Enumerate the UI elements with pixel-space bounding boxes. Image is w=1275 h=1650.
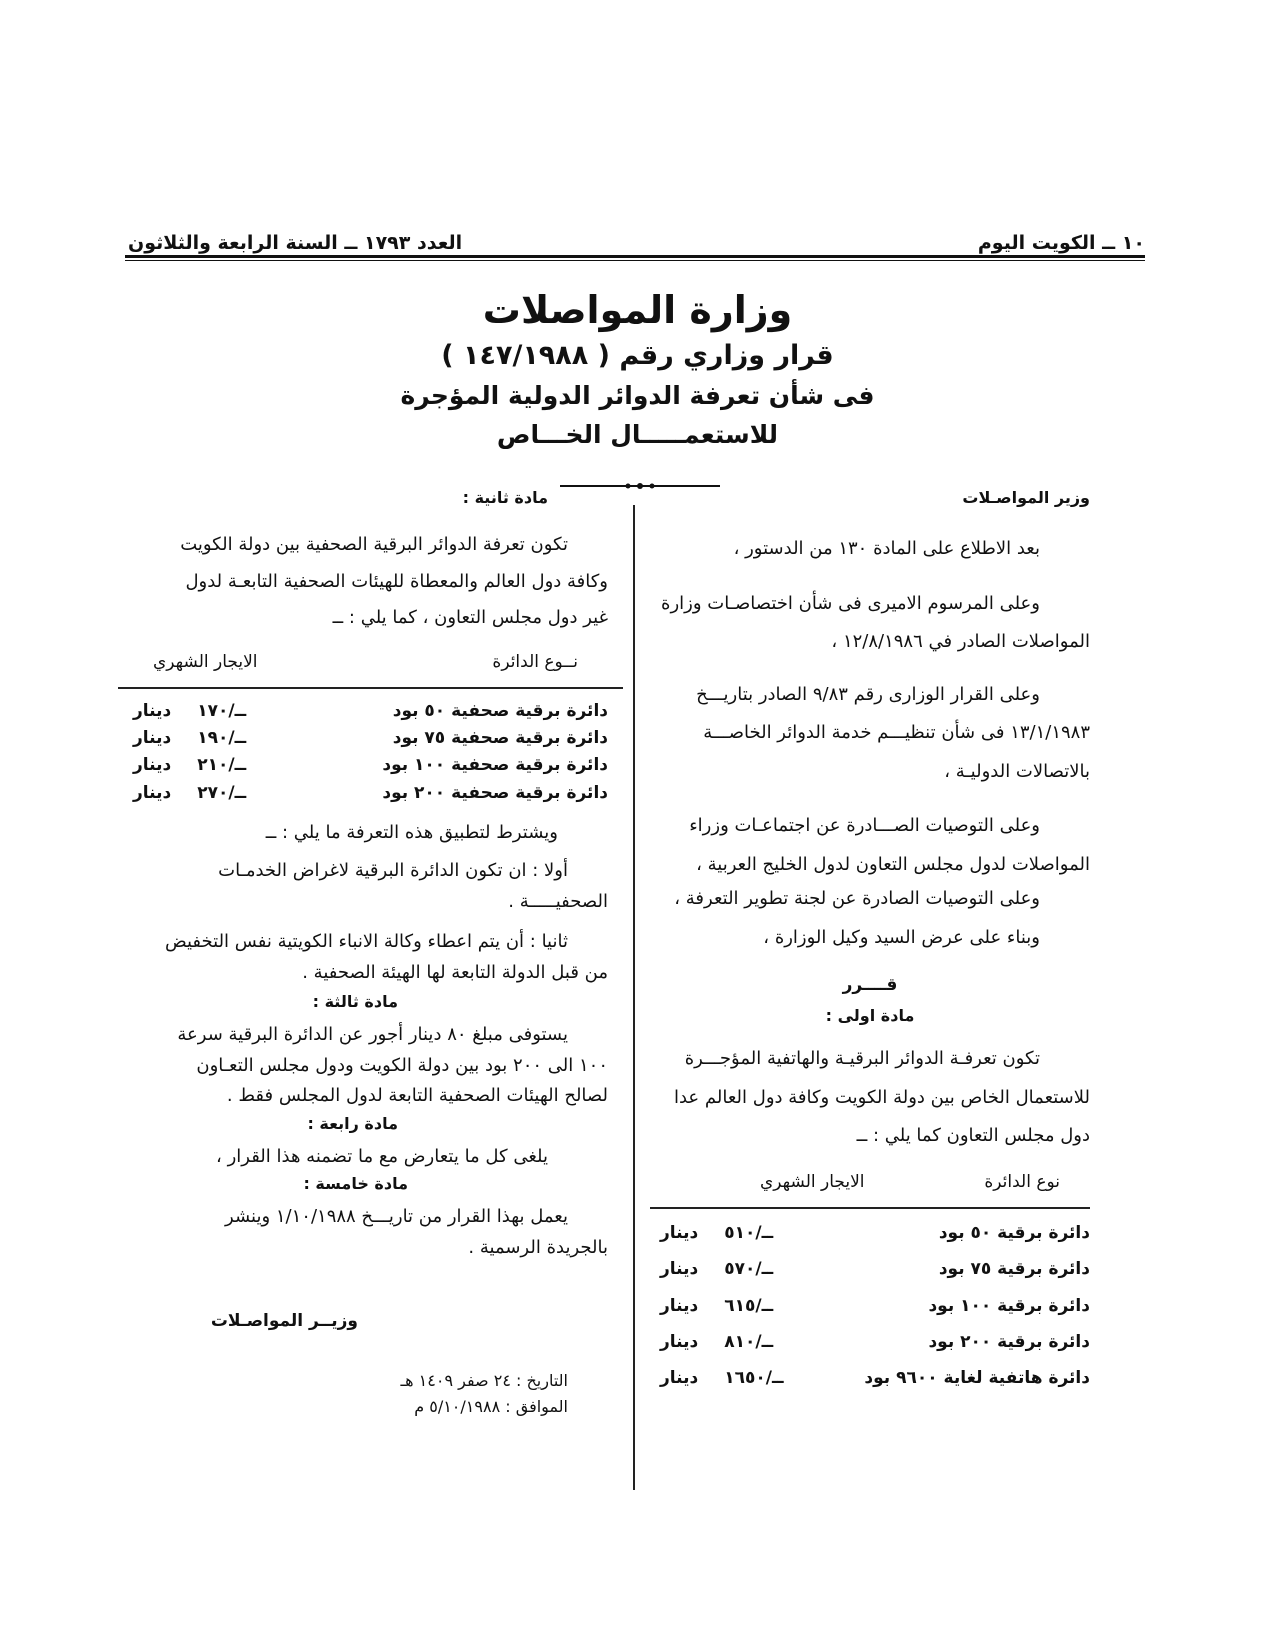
table-row: [650, 1368, 1090, 1389]
date-gregorian: الموافق : ٥/١٠/١٩٨٨ م: [414, 1396, 568, 1416]
article-3-line-c: لصالح الهيئات الصحفية التابعة لدول المجلس فقط .: [226, 1085, 608, 1107]
preamble-5: وعلى التوصيات الصادرة عن لجنة تطوير التعرفة ،: [674, 888, 1040, 909]
date-hijri: التاريخ : ٢٤ صفر ١٤٠٩ هـ: [400, 1370, 568, 1390]
rent-currency: دينار: [660, 1259, 699, 1280]
table-row: [650, 1223, 1090, 1244]
monthly-rent: [133, 783, 246, 804]
decides-heading: قــــرر: [842, 975, 898, 995]
rent-currency: دينار: [660, 1368, 699, 1388]
table-row: [650, 1332, 1090, 1353]
rent-amount: ــ/١٧٠: [197, 700, 247, 721]
monthly-rent: [660, 1296, 773, 1317]
tariff-table-2-header: [133, 652, 608, 673]
column-divider: [633, 505, 635, 1490]
preamble-3c: بالاتصالات الدوليـة ،: [944, 760, 1090, 782]
circuit-type: دائرة برقية صحفية ٥٠ بود: [392, 700, 608, 721]
article-3-line-a: يستوفى مبلغ ٨٠ دينار أجور عن الدائرة البرقية سرعة: [177, 1024, 568, 1046]
decision-title: قرار وزاري رقم ( ١٤٧/١٩٨٨ ): [441, 340, 834, 371]
col-monthly-rent: الايجار الشهري: [153, 651, 258, 672]
circuit-type: دائرة برقية صحفية ١٠٠ بود: [382, 755, 608, 776]
article-2-line-b: وكافة دول العالم والمعطاة للهيئات الصحفية التابعـة لدول: [185, 570, 608, 592]
table-row: [650, 1259, 1090, 1280]
preamble-1: بعد الاطلاع على المادة ١٣٠ من الدستور ،: [733, 538, 1040, 559]
preamble-6: وبناء على عرض السيد وكيل الوزارة ،: [763, 926, 1040, 948]
condition-2-line-b: من قبل الدولة التابعة لها الهيئة الصحفية .: [302, 961, 608, 983]
article-1-line-a: تكون تعرفـة الدوائر البرقيـة والهاتفية المؤجـــرة: [684, 1048, 1040, 1070]
tariff-table-2-rule: [118, 687, 623, 689]
preamble-2a: وعلى المرسوم الاميرى فى شأن اختصاصـات وزارة: [661, 592, 1040, 614]
preamble-4b: المواصلات لدول مجلس التعاون لدول الخليج العربية ،: [696, 853, 1090, 875]
circuit-type: دائرة برقية ٥٠ بود: [938, 1223, 1090, 1243]
article-4-heading: مادة رابعة :: [307, 1113, 398, 1133]
article-3-line-b: ١٠٠ الى ٢٠٠ بود بين دولة الكويت ودول مجلس التعـاون: [196, 1054, 608, 1076]
circuit-type: دائرة هاتفية لغاية ٩٦٠٠ بود: [864, 1368, 1090, 1388]
preamble-3b: ١٣/١/١٩٨٣ فى شأن تنظيـــم خدمة الدوائر الخاصـــة: [703, 722, 1090, 743]
article-2-heading: مادة ثانية :: [462, 488, 548, 507]
article-3-heading: مادة ثالثة :: [312, 992, 398, 1012]
article-5-line-a: يعمل بهذا القرار من تاريـــخ ١/١٠/١٩٨٨ وينشر: [225, 1206, 568, 1228]
rent-currency: دينار: [133, 755, 172, 776]
tariff-table-1-rule: [650, 1207, 1090, 1209]
rent-currency: دينار: [133, 728, 172, 748]
article-2-line-a: تكون تعرفة الدوائر البرقية الصحفية بين دولة الكويت: [180, 534, 568, 555]
rent-amount: ــ/٥١٠: [724, 1223, 774, 1243]
table-row: [133, 755, 608, 776]
article-5-line-b: بالجريدة الرسمية .: [468, 1236, 608, 1258]
tariff-table-1-header: [650, 1172, 1090, 1193]
rent-amount: ــ/١٩٠: [197, 728, 247, 748]
table-row: [133, 783, 608, 804]
conditions-intro: ويشترط لتطبيق هذه التعرفة ما يلي : ــ: [265, 821, 558, 843]
monthly-rent: [660, 1259, 773, 1280]
right-column: [650, 488, 1090, 1404]
monthly-rent: [660, 1223, 773, 1244]
subject-line-1: فى شأن تعرفة الدوائر الدولية المؤجرة: [400, 381, 875, 410]
preamble-3a: وعلى القرار الوزارى رقم ٩/٨٣ الصادر بتاريـــخ: [696, 683, 1040, 705]
circuit-type: دائرة برقية ٧٥ بود: [938, 1259, 1090, 1280]
preamble-4a: وعلى التوصيات الصـــادرة عن اجتماعـات وزراء: [689, 815, 1040, 836]
monthly-rent: [133, 701, 246, 722]
page-header-left: العدد ١٧٩٣ ــ السنة الرابعة والثلاثون: [128, 232, 463, 254]
rent-amount: ــ/٨١٠: [724, 1331, 774, 1352]
rent-amount: ــ/١٦٥٠: [724, 1368, 784, 1388]
col-circuit-type: نــوع الدائرة: [492, 651, 578, 672]
article-5-heading: مادة خامسة :: [303, 1174, 408, 1194]
monthly-rent: [660, 1332, 773, 1353]
rent-currency: دينار: [660, 1295, 699, 1316]
article-4-text: يلغى كل ما يتعارض مع ما تضمنه هذا القرار ،: [216, 1145, 548, 1167]
minister-heading: وزير المواصـلات: [962, 488, 1090, 507]
rent-currency: دينار: [660, 1331, 699, 1352]
rent-amount: ــ/٦١٥: [724, 1295, 774, 1316]
rent-amount: ــ/٢١٠: [197, 755, 247, 776]
tariff-table-2: [133, 652, 608, 804]
rent-amount: ــ/٢٧٠: [197, 782, 247, 803]
left-column: [133, 488, 608, 1417]
signature-minister: وزيــر المواصـلات: [210, 1311, 358, 1332]
table-row: [133, 728, 608, 749]
rent-currency: دينار: [133, 700, 172, 721]
table-row: [133, 701, 608, 722]
monthly-rent: [133, 728, 246, 749]
preamble-2b: المواصلات الصادر في ١٢/٨/١٩٨٦ ،: [831, 631, 1090, 652]
ministry-title: وزارة المواصلات: [482, 288, 793, 332]
monthly-rent: [660, 1368, 784, 1389]
condition-1-line-a: أولا : ان تكون الدائرة البرقية لاغراض الخدمـات: [218, 860, 568, 882]
article-1-heading: مادة اولى :: [825, 1006, 915, 1026]
rent-amount: ــ/٥٧٠: [724, 1259, 774, 1280]
condition-2-line-a: ثانيا : أن يتم اعطاء وكالة الانباء الكويتية نفس التخفيض: [164, 931, 568, 953]
condition-1-line-b: الصحفيـــــة .: [508, 890, 608, 912]
rent-currency: دينار: [133, 782, 172, 803]
col-monthly-rent: الايجار الشهري: [760, 1171, 865, 1192]
circuit-type: دائرة برقية صحفية ٧٥ بود: [392, 728, 608, 748]
article-1-line-c: دول مجلس التعاون كما يلي : ــ: [856, 1125, 1090, 1147]
subject-line-2: للاستعمـــــال الخـــاص: [496, 420, 779, 449]
col-circuit-type: نوع الدائرة: [984, 1171, 1060, 1192]
header-rule: [125, 255, 1145, 258]
tariff-table-1: [650, 1172, 1090, 1390]
article-1-line-b: للاستعمال الخاص بين دولة الكويت وكافة دول العالم عدا: [673, 1086, 1090, 1108]
circuit-type: دائرة برقية ١٠٠ بود: [928, 1295, 1090, 1316]
page-header-right: ١٠ ــ الكويت اليوم: [977, 232, 1145, 254]
circuit-type: دائرة برقية صحفية ٢٠٠ بود: [382, 782, 608, 803]
article-2-line-c: غير دول مجلس التعاون ، كما يلي : ــ: [332, 607, 608, 628]
table-row: [650, 1296, 1090, 1317]
rent-currency: دينار: [660, 1223, 699, 1243]
monthly-rent: [133, 755, 246, 776]
header-rule-thin: [125, 260, 1145, 261]
circuit-type: دائرة برقية ٢٠٠ بود: [928, 1331, 1090, 1352]
